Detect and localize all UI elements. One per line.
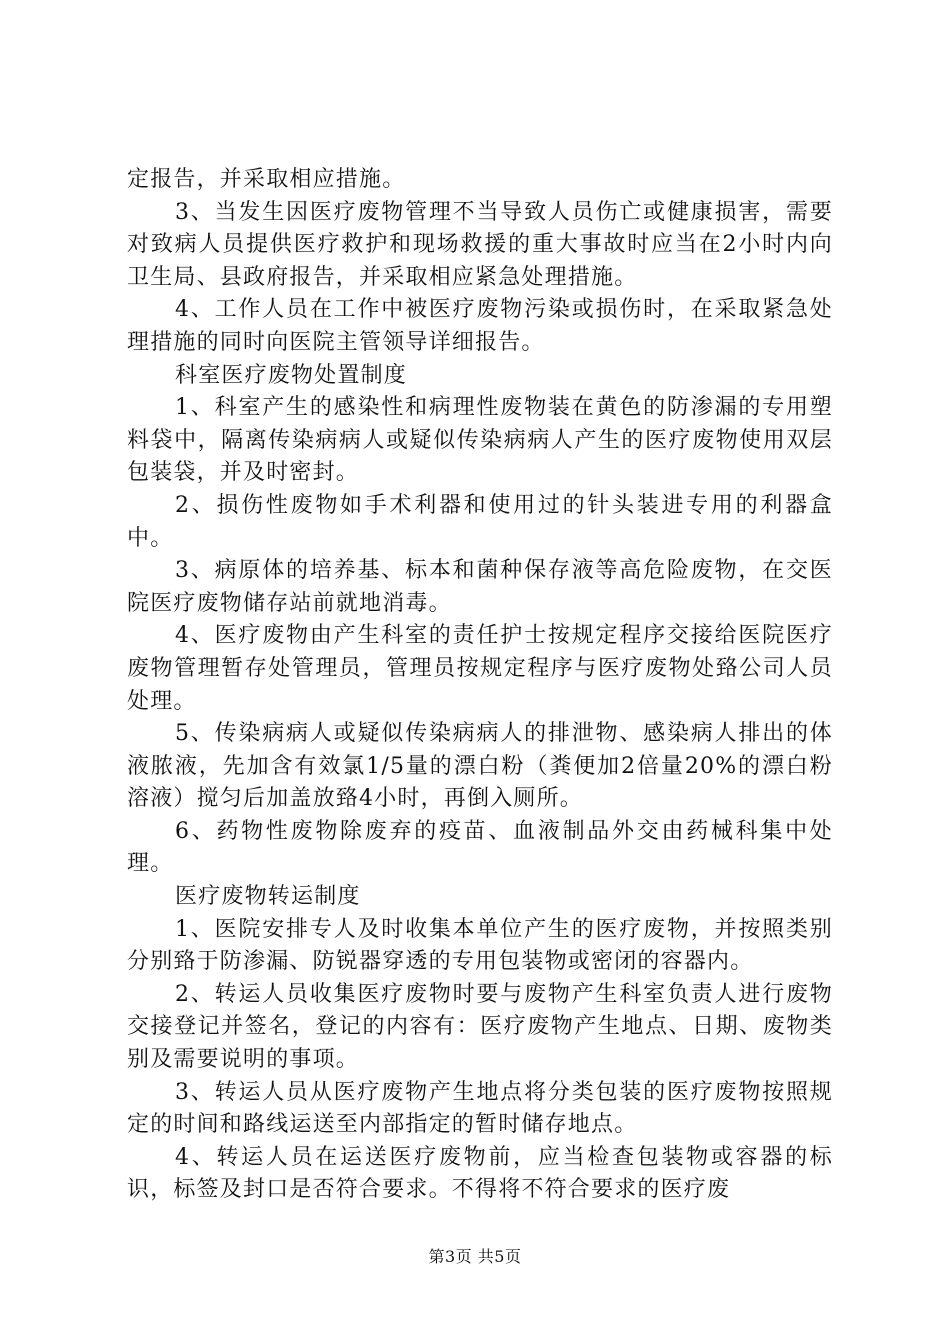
document-body (127, 164, 833, 1207)
paragraph: 2、损伤性废物如手术利器和使用过的针头装进专用的利器盒中。 (127, 492, 833, 551)
paragraph: 2、转运人员收集医疗废物时要与废物产生科室负责人进行废物交接登记并签名，登记的内容有：医疗废物产生地点、日期、废物类别及需要说明的事项。 (127, 981, 833, 1073)
page-footer (0, 1244, 950, 1267)
paragraph: 6、药物性废物除废弃的疫苗、血液制品外交由药械科集中处理。 (127, 818, 833, 877)
paragraph: 4、工作人员在工作中被医疗废物污染或损伤时，在采取紧急处理措施的同时向医院主管领导详细报告。 (127, 297, 833, 355)
paragraph: 3、病原体的培养基、标本和菌种保存液等高危险废物，在交医院医疗废物储存站前就地消毒。 (127, 558, 833, 616)
paragraph: 5、传染病病人或疑似传染病病人的排泄物、感染病人排出的体液脓液，先加含有效氯1/5量的漂白粉（粪便加2倍量20%的漂白粉溶液）搅匀后加盖放臵4小时，再倒入厕所。 (127, 721, 833, 812)
paragraph: 1、医院安排专人及时收集本单位产生的医疗废物，并按照类别分别臵于防渗漏、防锐器穿透的专用包装物或密闭的容器内。 (127, 916, 833, 975)
paragraph: 3、转运人员从医疗废物产生地点将分类包装的医疗废物按照规定的时间和路线运送至内部指定的暂时储存地点。 (127, 1079, 833, 1138)
section-heading: 科室医疗废物处置制度 (175, 362, 408, 388)
paragraph: 1、科室产生的感染性和病理性废物装在黄色的防渗漏的专用塑料袋中，隔离传染病病人或疑似传染病病人产生的医疗废物使用双层包装袋，并及时密封。 (127, 395, 833, 486)
paragraph: 3、当发生因医疗废物管理不当导致人员伤亡或健康损害，需要对致病人员提供医疗救护和现场救援的重大事故时应当在2小时内向卫生局、县政府报告，并采取相应紧急处理措施。 (127, 199, 833, 290)
paragraph: 4、转运人员在运送医疗废物前，应当检查包装物或容器的标识，标签及封口是否符合要求。不得将不符合要求的医疗废 (127, 1144, 833, 1203)
paragraph: 定报告，并采取相应措施。 (127, 167, 406, 192)
paragraph: 4、医疗废物由产生科室的责任护士按规定程序交接给医院医疗废物管理暂存处管理员，管理员按规定程序与医疗废物处臵公司人员处理。 (127, 623, 833, 714)
section-heading: 医疗废物转运制度 (175, 884, 361, 910)
page-number: 第3页 共5页 (428, 1247, 522, 1266)
